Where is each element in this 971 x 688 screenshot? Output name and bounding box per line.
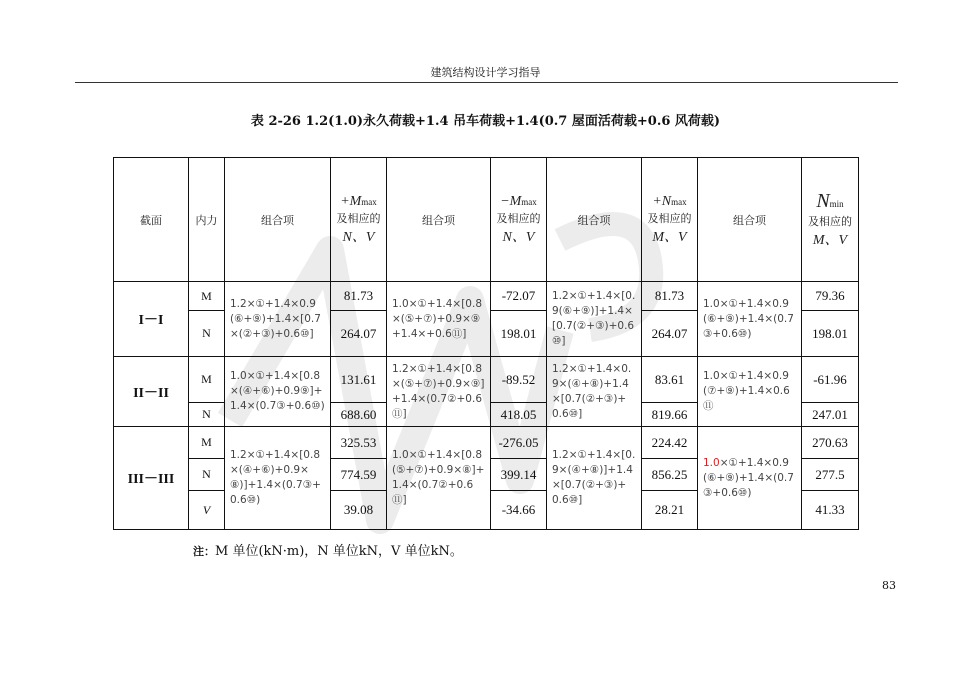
combination-cell: 1.0×①+1.4×0.9(⑥+⑨)+1.4×(0.7③+0.6⑩) [698, 282, 802, 357]
value-cell: 270.63 [802, 427, 859, 459]
combination-cell: 1.0×①+1.4×[0.8×(⑤+⑦)+0.9×⑨+1.4×+0.6⑪] [387, 282, 491, 357]
table-row [114, 357, 859, 403]
value-cell: 819.66 [642, 403, 698, 427]
value-cell: 79.36 [802, 282, 859, 311]
table-row [114, 282, 859, 311]
value-cell: 247.01 [802, 403, 859, 427]
load-combination-table [113, 157, 859, 530]
header-row [114, 158, 859, 282]
running-head: 建筑结构设计学习指导 [430, 66, 541, 79]
section-cell: I－I [114, 282, 189, 357]
combination-cell: 1.0×①+1.4×[0.8×(④+⑥)+0.9⑨]+1.4×(0.7③+0.6⑩) [225, 357, 331, 427]
header-pos-mmax: +Mmax 及相应的 N、V [331, 158, 387, 282]
page-number: 83 [882, 579, 896, 592]
combination-cell: 1.0×①+1.4×[0.8(⑤+⑦)+0.9×⑧]+1.4×(0.7②+0.6⑪] [387, 427, 491, 530]
value-cell: 83.61 [642, 357, 698, 403]
value-cell: 131.61 [331, 357, 387, 403]
combination-text: ×①+1.4×0.9(⑥+⑨)+1.4×(0.7③+0.6⑩) [703, 456, 794, 499]
header-combo-2: 组合项 [387, 158, 491, 282]
combination-cell: 1.2×①+1.4×0.9(⑥+⑨)+1.4×[0.7×(②+③)+0.6⑩] [225, 282, 331, 357]
combination-cell: 1.2×①+1.4×[0.8×(④+⑥)+0.9×⑧)]+1.4×(0.7③+0.6⑩) [225, 427, 331, 530]
header-combo-3: 组合项 [547, 158, 642, 282]
value-cell: 774.59 [331, 459, 387, 491]
combination-cell: 1.0×①+1.4×0.9(⑦+⑨)+1.4×0.6⑪ [698, 357, 802, 427]
force-cell: M [189, 427, 225, 459]
value-cell: 264.07 [642, 311, 698, 357]
combination-cell: 1.2×①+1.4×[0.9×(④+⑧)]+1.4×[0.7(②+③)+0.6⑩] [547, 427, 642, 530]
table-row [114, 427, 859, 459]
force-cell: N [189, 311, 225, 357]
header-neg-mmax: −Mmax 及相应的 N、V [491, 158, 547, 282]
value-cell: -276.05 [491, 427, 547, 459]
value-cell: 224.42 [642, 427, 698, 459]
header-force: 内力 [189, 158, 225, 282]
force-cell: V [189, 491, 225, 530]
note-label: 注： [193, 545, 215, 558]
table-title: 表 2-26 1.2(1.0)永久荷载+1.4 吊车荷载+1.4(0.7 屋面活荷载+0.6 风荷载) [250, 114, 721, 129]
value-cell: 28.21 [642, 491, 698, 530]
header-nmin: Nmin 及相应的 M、V [802, 158, 859, 282]
value-cell: 81.73 [331, 282, 387, 311]
value-cell: 39.08 [331, 491, 387, 530]
section-cell: II－II [114, 357, 189, 427]
header-combo-1: 组合项 [225, 158, 331, 282]
combination-cell [698, 427, 802, 530]
value-cell: 264.07 [331, 311, 387, 357]
value-cell: 856.25 [642, 459, 698, 491]
value-cell: -89.52 [491, 357, 547, 403]
header-rule [75, 82, 898, 83]
value-cell: 198.01 [491, 311, 547, 357]
note-text: M 单位(kN·m)，N 单位kN，V 单位kN。 [215, 544, 463, 559]
combination-cell: 1.2×①+1.4×[0.9(⑥+⑨)]+1.4×[0.7(②+③)+0.6⑩] [547, 282, 642, 357]
table-note [193, 540, 463, 559]
highlighted-factor: 1.0 [703, 456, 720, 469]
value-cell: 277.5 [802, 459, 859, 491]
combination-cell: 1.2×①+1.4×0.9×(④+⑧)+1.4×[0.7(②+③)+0.6⑩] [547, 357, 642, 427]
force-cell: M [189, 357, 225, 403]
value-cell: -34.66 [491, 491, 547, 530]
value-cell: -61.96 [802, 357, 859, 403]
value-cell: 325.53 [331, 427, 387, 459]
value-cell: 41.33 [802, 491, 859, 530]
value-cell: 688.60 [331, 403, 387, 427]
value-cell: 81.73 [642, 282, 698, 311]
value-cell: 399.14 [491, 459, 547, 491]
header-section: 截面 [114, 158, 189, 282]
force-cell: M [189, 282, 225, 311]
combination-cell: 1.2×①+1.4×[0.8×(⑤+⑦)+0.9×⑨]+1.4×(0.7②+0.6⑪] [387, 357, 491, 427]
header-combo-4: 组合项 [698, 158, 802, 282]
force-cell: N [189, 459, 225, 491]
value-cell: 198.01 [802, 311, 859, 357]
section-cell: III－III [114, 427, 189, 530]
value-cell: -72.07 [491, 282, 547, 311]
value-cell: 418.05 [491, 403, 547, 427]
force-cell: N [189, 403, 225, 427]
header-pos-nmax: +Nmax 及相应的 M、V [642, 158, 698, 282]
